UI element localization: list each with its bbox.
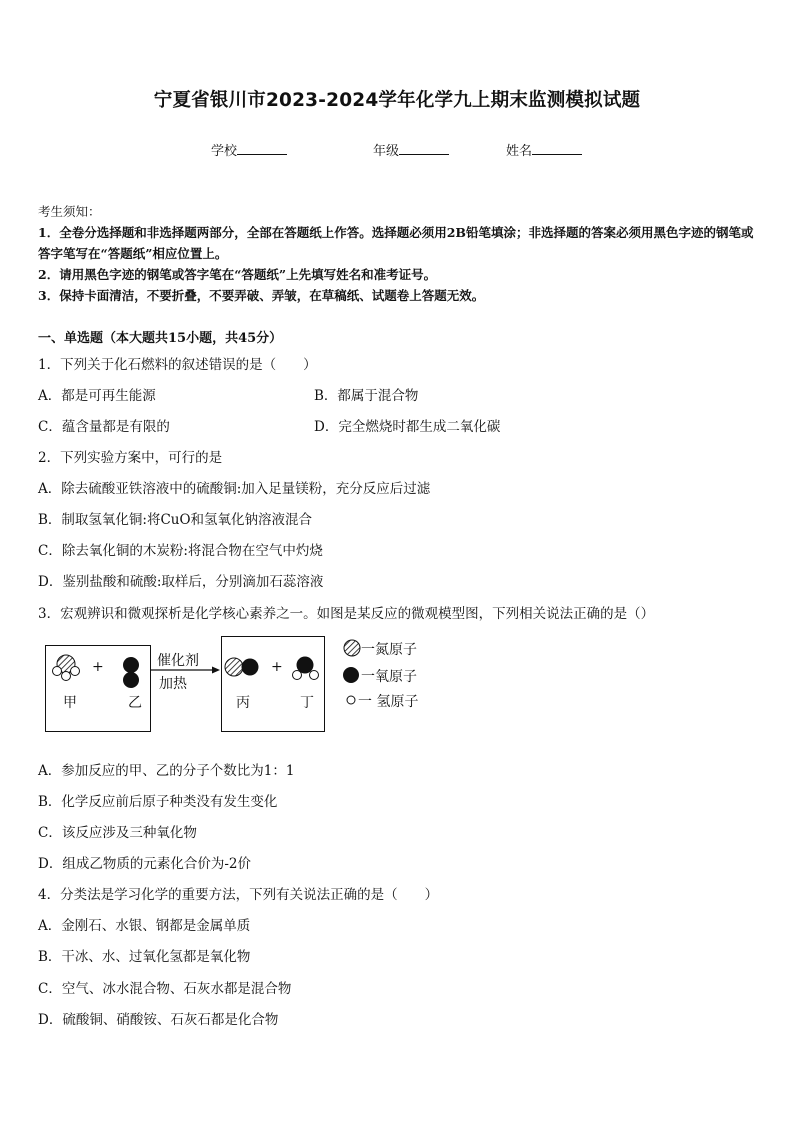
- option-a[interactable]: A．参加反应的甲、乙的分子个数比为1：1: [38, 763, 295, 779]
- catalyst-label: 催化剂: [157, 653, 199, 669]
- nitric-oxide-molecule: [225, 658, 259, 676]
- option-d[interactable]: D．鉴别盐酸和硫酸:取样后，分别滴加石蕊溶液: [38, 574, 324, 590]
- legend-oxygen: 一氧原子: [361, 669, 417, 685]
- option-c[interactable]: C．空气、冰水混合物、石灰水都是混合物: [38, 981, 292, 997]
- option-b[interactable]: B．都属于混合物: [314, 388, 419, 404]
- label-ding: 丁: [300, 695, 314, 711]
- option-b[interactable]: B．化学反应前后原子种类没有发生变化: [38, 794, 278, 810]
- question-stem: 1．下列关于化石燃料的叙述错误的是（ ）: [38, 357, 317, 373]
- option-a[interactable]: A．都是可再生能源: [38, 388, 156, 404]
- question-stem: 2．下列实验方案中，可行的是: [38, 450, 223, 466]
- section-title: 一、单选题（本大题共15小题，共45分）: [38, 331, 283, 346]
- notice-item: 1．全卷分选择题和非选择题两部分，全部在答题纸上作答。选择题必须用2B铅笔填涂；非选择题的答案必须用黑色字迹的钢笔或答字笔写在“答题纸”相应位置上。: [38, 225, 754, 261]
- plus-sign: +: [92, 659, 104, 675]
- name-label: 姓名: [506, 144, 533, 159]
- option-a[interactable]: A．除去硫酸亚铁溶液中的硫酸铜:加入足量镁粉，充分反应后过滤: [38, 481, 431, 497]
- water-molecule: [293, 657, 319, 680]
- option-c[interactable]: C．该反应涉及三种氧化物: [38, 825, 197, 841]
- ammonia-molecule: [53, 655, 80, 681]
- option-c[interactable]: C．蕴含量都是有限的: [38, 419, 170, 435]
- option-a[interactable]: A．金刚石、水银、钢都是金属单质: [38, 918, 251, 934]
- school-label: 学校: [211, 144, 238, 159]
- option-c[interactable]: C．除去氧化铜的木炭粉:将混合物在空气中灼烧: [38, 543, 323, 559]
- label-jia: 甲: [63, 695, 77, 711]
- notice-item: 3．保持卡面清洁，不要折叠，不要弄破、弄皱，在草稿纸、试题卷上答题无效。: [38, 288, 485, 303]
- heating-label: 加热: [159, 676, 187, 692]
- question-stem: 3．宏观辨识和微观探析是化学核心素养之一。如图是某反应的微观模型图，下列相关说法正确的是（）: [38, 606, 655, 622]
- page-title: 宁夏省银川市2023-2024学年化学九上期末监测模拟试题: [153, 90, 641, 111]
- question-stem: 4．分类法是学习化学的重要方法，下列有关说法正确的是（ ）: [38, 887, 439, 903]
- option-d[interactable]: D．硫酸铜、硝酸铵、石灰石都是化合物: [38, 1012, 279, 1028]
- option-d[interactable]: D．组成乙物质的元素化合价为-2价: [38, 856, 251, 872]
- plus-sign: +: [271, 659, 283, 675]
- option-d[interactable]: D．完全燃烧时都生成二氧化碳: [314, 419, 501, 435]
- legend-nitrogen: 一氮原子: [361, 642, 417, 658]
- label-bing: 丙: [236, 695, 250, 711]
- notice-heading: 考生须知：: [38, 204, 101, 219]
- notice-item: 2．请用黑色字迹的钢笔或答字笔在“答题纸”上先填写姓名和准考证号。: [38, 267, 437, 282]
- label-yi: 乙: [128, 695, 142, 711]
- option-b[interactable]: B．干冰、水、过氧化氢都是氧化物: [38, 949, 251, 965]
- option-b[interactable]: B．制取氢氧化铜:将CuO和氢氧化钠溶液混合: [38, 512, 313, 528]
- oxygen-molecule: [123, 657, 139, 688]
- grade-label: 年级: [373, 144, 400, 159]
- legend-hydrogen: 一 氢原子: [358, 694, 419, 710]
